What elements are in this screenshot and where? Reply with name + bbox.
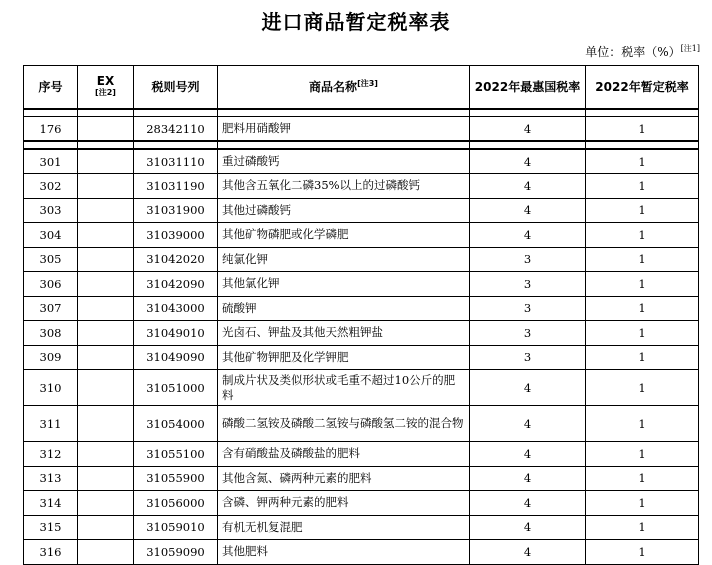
cell-mfn: 4	[470, 370, 586, 406]
cell-temp: 1	[586, 466, 699, 491]
cell-mfn: 4	[470, 223, 586, 248]
unit-label	[585, 43, 700, 60]
cell-ex	[78, 491, 134, 516]
cell-ex	[78, 442, 134, 467]
table-row	[24, 515, 699, 540]
table-row	[24, 466, 699, 491]
cell-temp: 1	[586, 223, 699, 248]
header-name	[218, 66, 470, 109]
cell-mfn: 4	[470, 491, 586, 516]
cell-name: 重过磷酸钙	[218, 149, 470, 174]
cell-seq: 176	[24, 117, 78, 142]
cell-temp: 1	[586, 515, 699, 540]
cell-seq: 313	[24, 466, 78, 491]
table-row	[24, 406, 699, 442]
tariff-table	[23, 65, 699, 565]
cell-mfn: 3	[470, 296, 586, 321]
header-ex-label: EX	[96, 74, 115, 89]
cell-ex	[78, 345, 134, 370]
cell-code: 31043000	[134, 296, 218, 321]
cell-code: 31051000	[134, 370, 218, 406]
cell-name: 制成片状及类似形状或毛重不超过10公斤的肥料	[218, 370, 470, 406]
spacer-row	[24, 109, 699, 117]
cell-ex	[78, 321, 134, 346]
header-name-label: 商品名称	[309, 80, 358, 95]
cell-code: 31031900	[134, 198, 218, 223]
cell-code: 31031110	[134, 149, 218, 174]
page-title: 进口商品暂定税率表	[261, 10, 451, 34]
table-body	[24, 109, 699, 565]
cell-ex	[78, 466, 134, 491]
cell-code: 31055100	[134, 442, 218, 467]
table-row	[24, 491, 699, 516]
cell-ex	[78, 247, 134, 272]
cell-seq: 303	[24, 198, 78, 223]
table-row	[24, 321, 699, 346]
cell-seq: 306	[24, 272, 78, 297]
cell-ex	[78, 540, 134, 565]
table-row	[24, 540, 699, 565]
cell-temp: 1	[586, 321, 699, 346]
cell-code: 31055900	[134, 466, 218, 491]
cell-ex	[78, 515, 134, 540]
cell-code: 31054000	[134, 406, 218, 442]
cell-temp: 1	[586, 272, 699, 297]
cell-temp: 1	[586, 247, 699, 272]
cell-name: 其他氯化钾	[218, 272, 470, 297]
cell-mfn: 4	[470, 466, 586, 491]
cell-ex	[78, 370, 134, 406]
header-seq: 序号	[24, 66, 78, 109]
cell-name: 其他矿物磷肥或化学磷肥	[218, 223, 470, 248]
cell-ex	[78, 149, 134, 174]
cell-name: 光卤石、钾盐及其他天然粗钾盐	[218, 321, 470, 346]
cell-seq: 305	[24, 247, 78, 272]
table-row	[24, 247, 699, 272]
cell-mfn: 3	[470, 272, 586, 297]
cell-temp: 1	[586, 406, 699, 442]
cell-temp: 1	[586, 174, 699, 199]
cell-mfn: 4	[470, 198, 586, 223]
table-row	[24, 198, 699, 223]
cell-temp: 1	[586, 296, 699, 321]
cell-name: 含有硝酸盐及磷酸盐的肥料	[218, 442, 470, 467]
cell-code: 31049010	[134, 321, 218, 346]
header-ex	[78, 66, 134, 109]
cell-name: 其他肥料	[218, 540, 470, 565]
cell-mfn: 3	[470, 321, 586, 346]
cell-mfn: 4	[470, 442, 586, 467]
cell-name: 纯氯化钾	[218, 247, 470, 272]
cell-temp: 1	[586, 540, 699, 565]
table-row	[24, 370, 699, 406]
cell-seq: 302	[24, 174, 78, 199]
cell-ex	[78, 117, 134, 142]
cell-temp: 1	[586, 117, 699, 142]
cell-temp: 1	[586, 198, 699, 223]
cell-seq: 308	[24, 321, 78, 346]
cell-seq: 310	[24, 370, 78, 406]
cell-name: 其他矿物钾肥及化学钾肥	[218, 345, 470, 370]
cell-code: 31039000	[134, 223, 218, 248]
cell-temp: 1	[586, 491, 699, 516]
cell-mfn: 4	[470, 174, 586, 199]
cell-seq: 307	[24, 296, 78, 321]
cell-name: 有机无机复混肥	[218, 515, 470, 540]
header-ex-note: [注2]	[95, 88, 116, 98]
cell-ex	[78, 406, 134, 442]
table-row	[24, 345, 699, 370]
table-row	[24, 442, 699, 467]
cell-mfn: 4	[470, 406, 586, 442]
cell-temp: 1	[586, 442, 699, 467]
cell-seq: 311	[24, 406, 78, 442]
table-row	[24, 272, 699, 297]
header-code: 税则号列	[134, 66, 218, 109]
cell-ex	[78, 272, 134, 297]
cell-name: 其他过磷酸钙	[218, 198, 470, 223]
cell-mfn: 4	[470, 117, 586, 142]
cell-seq: 314	[24, 491, 78, 516]
cell-ex	[78, 198, 134, 223]
table-row	[24, 149, 699, 174]
table-row	[24, 174, 699, 199]
cell-mfn: 3	[470, 345, 586, 370]
header-row	[24, 66, 699, 109]
cell-ex	[78, 296, 134, 321]
cell-code: 28342110	[134, 117, 218, 142]
header-mfn-rate: 2022年最惠国税率	[470, 66, 586, 109]
cell-temp: 1	[586, 370, 699, 406]
cell-code: 31042090	[134, 272, 218, 297]
cell-ex	[78, 174, 134, 199]
cell-mfn: 4	[470, 515, 586, 540]
cell-temp: 1	[586, 149, 699, 174]
cell-name: 含磷、钾两种元素的肥料	[218, 491, 470, 516]
unit-text: 单位：税率（%）	[585, 45, 681, 59]
cell-code: 31056000	[134, 491, 218, 516]
header-name-note: [注3]	[357, 79, 378, 89]
spacer-row	[24, 141, 699, 149]
cell-temp: 1	[586, 345, 699, 370]
cell-name: 硫酸钾	[218, 296, 470, 321]
cell-seq: 316	[24, 540, 78, 565]
table-row	[24, 296, 699, 321]
cell-code: 31049090	[134, 345, 218, 370]
cell-mfn: 4	[470, 540, 586, 565]
cell-ex	[78, 223, 134, 248]
table-row	[24, 117, 699, 142]
cell-code: 31059090	[134, 540, 218, 565]
unit-note: [注1]	[680, 44, 700, 53]
cell-seq: 304	[24, 223, 78, 248]
cell-seq: 309	[24, 345, 78, 370]
cell-mfn: 3	[470, 247, 586, 272]
cell-code: 31031190	[134, 174, 218, 199]
cell-name: 磷酸二氢铵及磷酸二氢铵与磷酸氢二铵的混合物	[218, 406, 470, 442]
cell-mfn: 4	[470, 149, 586, 174]
cell-code: 31059010	[134, 515, 218, 540]
header-temp-rate: 2022年暂定税率	[586, 66, 699, 109]
cell-name: 肥料用硝酸钾	[218, 117, 470, 142]
cell-seq: 312	[24, 442, 78, 467]
cell-code: 31042020	[134, 247, 218, 272]
cell-name: 其他含五氧化二磷35%以上的过磷酸钙	[218, 174, 470, 199]
cell-name: 其他含氮、磷两种元素的肥料	[218, 466, 470, 491]
table-row	[24, 223, 699, 248]
cell-seq: 315	[24, 515, 78, 540]
cell-seq: 301	[24, 149, 78, 174]
